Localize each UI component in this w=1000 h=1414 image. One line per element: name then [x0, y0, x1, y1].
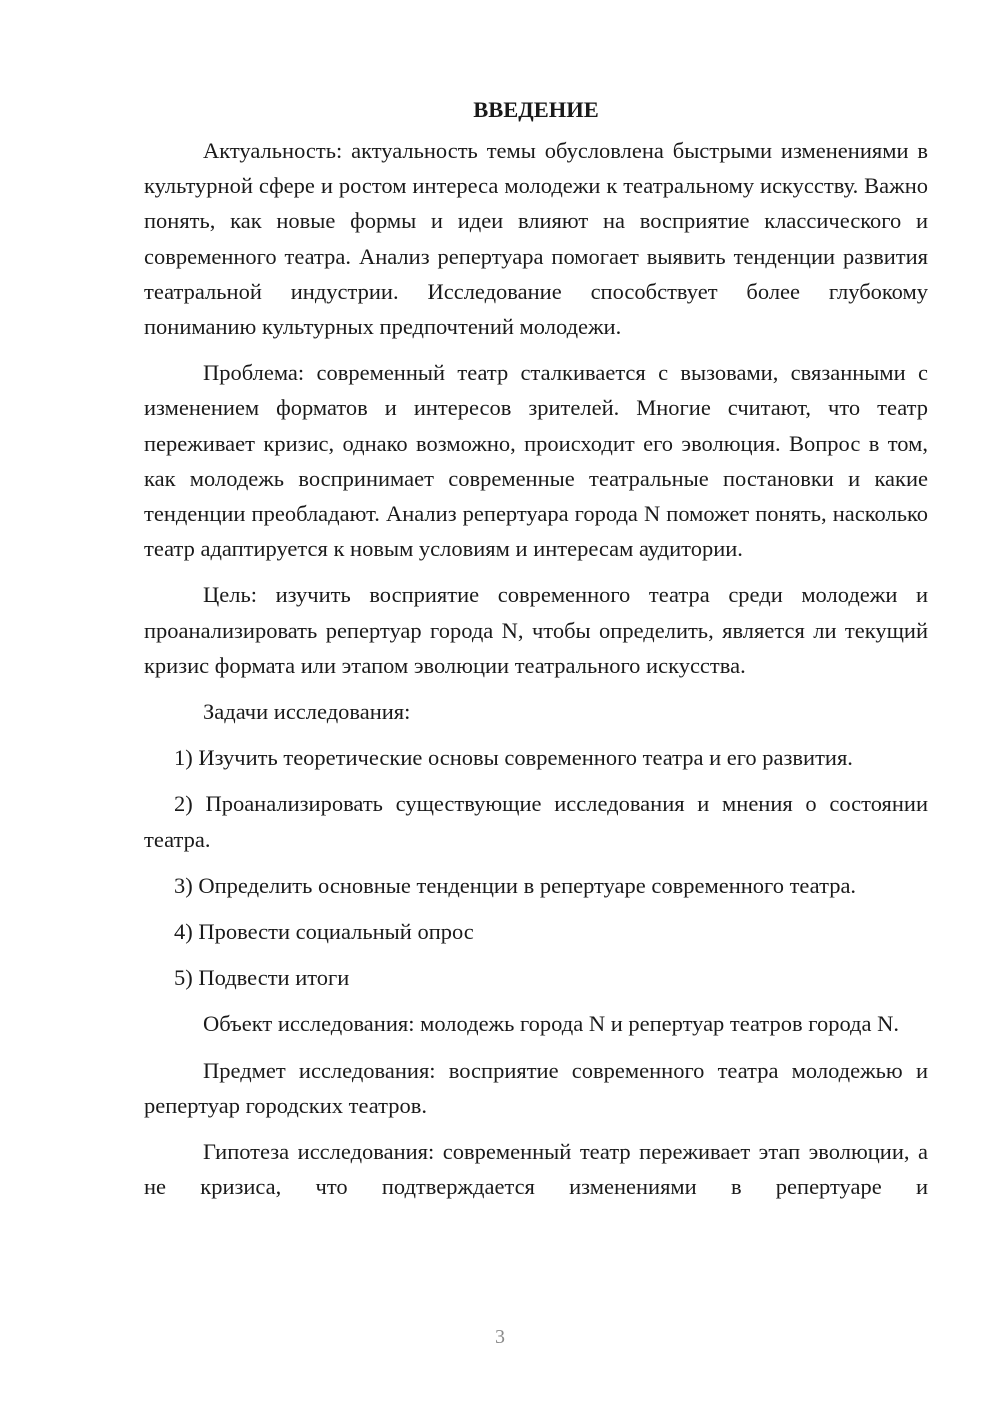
paragraph-object: Объект исследования: молодежь города N и репертуар театров города N.	[203, 1011, 899, 1037]
section-title: ВВЕДЕНИЕ	[473, 97, 599, 122]
task-item-5: 5) Подвести итоги	[174, 965, 350, 991]
paragraph-subject: Предмет исследования: восприятие современного театра молодежью и репертуар городских театров.	[144, 1057, 928, 1118]
task-item-1: 1) Изучить теоретические основы современного театра и его развития.	[174, 745, 853, 771]
task-item-2: 2) Проанализировать существующие исследования и мнения о состоянии театра.	[144, 791, 928, 852]
task-item-4: 4) Провести социальный опрос	[174, 919, 474, 945]
paragraph-hypothesis: Гипотеза исследования: современный театр переживает этап эволюции, а не кризиса, что подтверждается изменениями в репертуаре и	[144, 1139, 928, 1200]
paragraph-goal: Цель: изучить восприятие современного театра среди молодежи и проанализировать репертуар города N, чтобы определить, является ли текущий кризис формата или этапом эволюции театрального искусства.	[144, 582, 928, 678]
tasks-heading: Задачи исследования:	[203, 699, 411, 725]
document-page	[144, 92, 928, 1204]
paragraph-relevance: Актуальность: актуальность темы обусловлена быстрыми изменениями в культурной сфере и ростом интереса молодежи к театральному искусству. Важно понять, как новые формы и идеи влияют на восприятие классического и современного театра. Анализ репертуара помогает выявить тенденции развития театральной индустрии. Исследование способствует более глубокому пониманию культурных предпочтений молодежи.	[144, 138, 928, 340]
page-number: 3	[495, 1326, 505, 1348]
paragraph-problem: Проблема: современный театр сталкивается с вызовами, связанными с изменением форматов и интересов зрителей. Многие считают, что театр переживает кризис, однако возможно, происходит его эволюция. Вопрос в том, как молодежь воспринимает современные театральные постановки и какие тенденции преобладают. Анализ репертуара города N поможет понять, насколько театр адаптируется к новым условиям и интересам аудитории.	[144, 360, 928, 562]
task-item-3: 3) Определить основные тенденции в репертуаре современного театра.	[174, 872, 857, 898]
